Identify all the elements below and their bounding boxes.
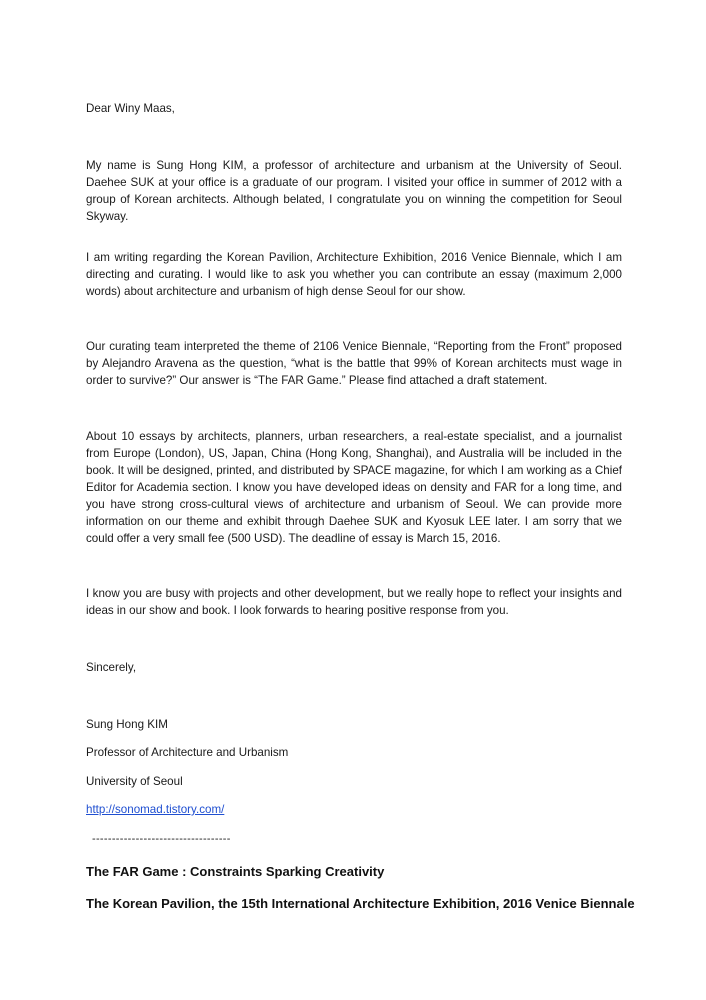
signature-link-line bbox=[86, 801, 622, 818]
closing: Sincerely, bbox=[86, 661, 137, 674]
statement-subtitle: The Korean Pavilion, the 15th International Architecture Exhibition, 2016 Venice Biennale bbox=[86, 896, 635, 911]
paragraph-book-details: About 10 essays by architects, planners, urban researchers, a real-estate specialist, and a journalist from Europe (London), US, Japan, China (Hong Kong, Shanghai), and Australia will be included in the book. It will be designed, printed, and distributed by SPACE magazine, for which I am working as a Chief Editor for Academia section. I know you have developed ideas on density and FAR for a long time, and you have strong cross-cultural views of architecture and urbanism of Seoul. We can provide more information on our theme and exhibit through Daehee SUK and Kyosuk LEE later. I am sorry that we could offer a very small fee (500 USD). The deadline of essay is March 15, 2016. bbox=[86, 430, 622, 545]
signature-url-link[interactable]: http://sonomad.tistory.com/ bbox=[86, 803, 225, 816]
statement-title: The FAR Game : Constraints Sparking Creativity bbox=[86, 864, 385, 879]
paragraph-theme: Our curating team interpreted the theme of 2106 Venice Biennale, “Reporting from the Front” proposed by Alejandro Aravena as the question, “what is the battle that 99% of Korean architects must wage in order to survive?” Our answer is “The FAR Game.” Please find attached a draft statement. bbox=[86, 340, 622, 387]
section-divider: ----------------------------------- bbox=[92, 833, 231, 845]
signature-affiliation: University of Seoul bbox=[86, 775, 183, 788]
paragraph-closing-note: I know you are busy with projects and other development, but we really hope to reflect your insights and ideas in our show and book. I look forwards to hearing positive response from you. bbox=[86, 587, 622, 617]
signature-title: Professor of Architecture and Urbanism bbox=[86, 746, 289, 759]
paragraph-introduction: My name is Sung Hong KIM, a professor of architecture and urbanism at the University of Seoul. Daehee SUK at your office is a graduate of our program. I visited your office in summer of 2012 with a group of Korean architects. Although belated, I congratulate you on winning the competition for Seoul Skyway. bbox=[86, 159, 622, 223]
paragraph-request: I am writing regarding the Korean Pavilion, Architecture Exhibition, 2016 Venice Biennale, which I am directing and curating. I would like to ask you whether you can contribute an essay (maximum 2,000 words) about architecture and urbanism of high dense Seoul for our show. bbox=[86, 251, 622, 298]
salutation: Dear Winy Maas, bbox=[86, 102, 175, 115]
signature-name: Sung Hong KIM bbox=[86, 718, 168, 731]
